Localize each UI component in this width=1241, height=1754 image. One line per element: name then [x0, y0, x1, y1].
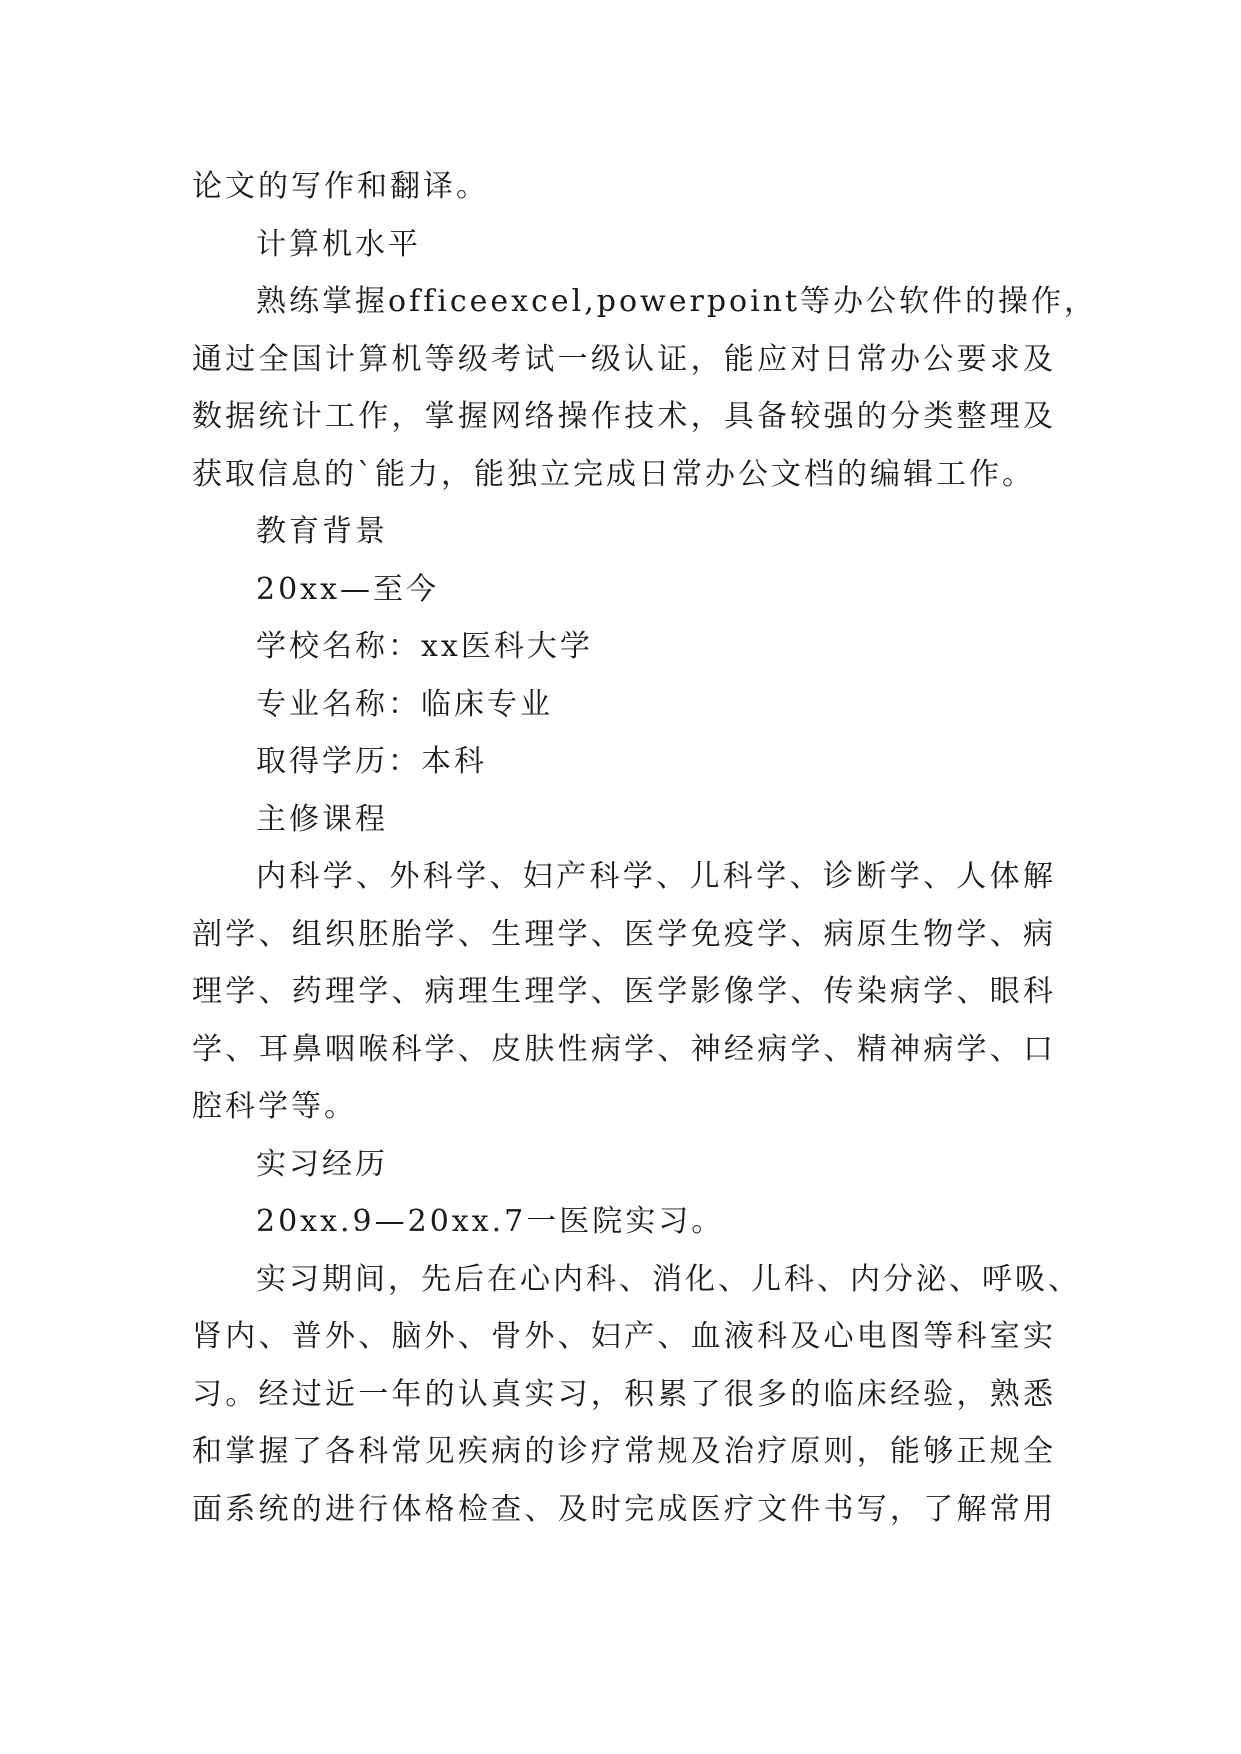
text-line: 通过全国计算机等级考试一级认证，能应对日常办公要求及: [192, 341, 1056, 377]
major-name: 专业名称：临床专业: [256, 686, 553, 722]
section-heading-courses: 主修课程: [256, 801, 388, 837]
text-line: 获取信息的`能力，能独立完成日常办公文档的编辑工作。: [192, 456, 1035, 492]
degree: 取得学历：本科: [256, 744, 487, 779]
text-line: 剖学、组织胚胎学、生理学、医学免疫学、病原生物学、病: [192, 916, 1056, 952]
internship-period: 20xx.9—20xx.7一医院实习。: [256, 1204, 725, 1239]
text-line: 腔科学等。: [192, 1089, 357, 1124]
section-heading-computer-skills: 计算机水平: [256, 226, 421, 262]
section-heading-internship: 实习经历: [256, 1146, 388, 1182]
text-line: 和掌握了各科常见疾病的诊疗常规及治疗原则，能够正规全: [192, 1434, 1056, 1469]
text-line: 习。经过近一年的认真实习，积累了很多的临床经验，熟悉: [192, 1376, 1056, 1412]
text-line: 内科学、外科学、妇产科学、儿科学、诊断学、人体解: [256, 859, 1056, 894]
text-line: 论文的写作和翻译。: [192, 169, 489, 204]
text-line: 数据统计工作，掌握网络操作技术，具备较强的分类整理及: [192, 399, 1056, 434]
text-line: 肾内、普外、脑外、骨外、妇产、血液科及心电图等科室实: [192, 1319, 1056, 1354]
text-line: 理学、药理学、病理生理学、医学影像学、传染病学、眼科: [192, 974, 1056, 1009]
school-name: 学校名称：xx医科大学: [256, 629, 593, 664]
text-line: 熟练掌握officeexcel,powerpoint等办公软件的操作，: [256, 284, 1098, 319]
document-body: [192, 158, 1098, 1538]
text-line: 学、耳鼻咽喉科学、皮肤性病学、神经病学、精神病学、口: [192, 1031, 1056, 1067]
text-line: 实习期间，先后在心内科、消化、儿科、内分泌、呼吸、: [256, 1261, 1081, 1297]
text-line: 面系统的进行体格检查、及时完成医疗文件书写，了解常用: [192, 1491, 1056, 1527]
education-period: 20xx—至今: [256, 571, 440, 607]
section-heading-education: 教育背景: [256, 514, 388, 549]
